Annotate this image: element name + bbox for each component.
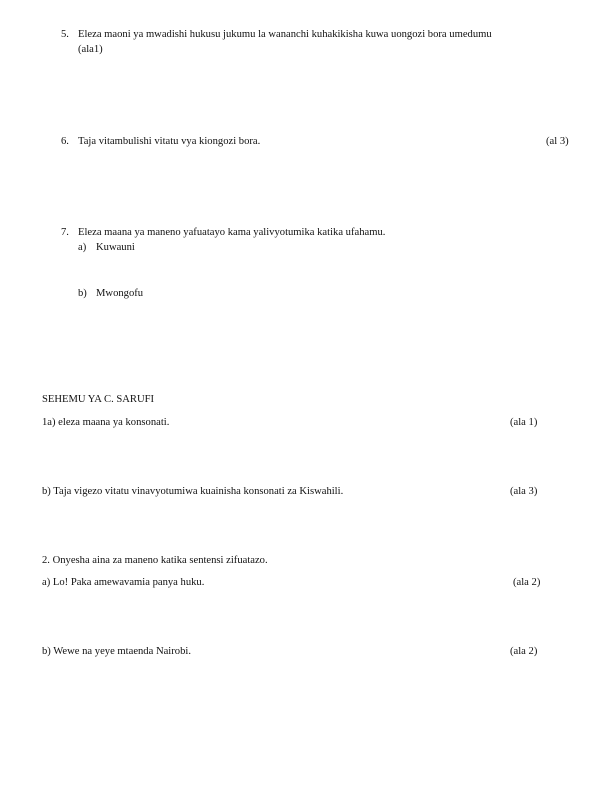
- question-5-marks: (ala1): [78, 44, 103, 55]
- question-7a-label: a): [78, 242, 87, 253]
- sarufi-1b-text: b) Taja vigezo vitatu vinavyotumiwa kuainisha konsonati za Kiswahili.: [42, 486, 344, 497]
- sarufi-2a-text: a) Lo! Paka amewavamia panya huku.: [42, 577, 205, 588]
- question-7-number: 7.: [61, 227, 69, 238]
- question-6-text: Taja vitambulishi vitatu vya kiongozi bora.: [78, 136, 261, 147]
- sarufi-2b-marks: (ala 2): [510, 646, 538, 657]
- sarufi-2b-text: b) Wewe na yeye mtaenda Nairobi.: [42, 646, 191, 657]
- question-6-marks: (al 3): [546, 136, 569, 147]
- question-7b-label: b): [78, 288, 87, 299]
- question-5-number: 5.: [61, 29, 69, 40]
- question-7b-text: Mwongofu: [96, 288, 144, 299]
- sarufi-2-text: 2. Onyesha aina za maneno katika sentensi zifuatazo.: [42, 555, 268, 566]
- question-7-text: Eleza maana ya maneno yafuatayo kama yalivyotumika katika ufahamu.: [78, 227, 386, 238]
- question-7a-text: Kuwauni: [96, 242, 135, 253]
- sarufi-1a-marks: (ala 1): [510, 417, 538, 428]
- sarufi-2a-marks: (ala 2): [513, 577, 541, 588]
- sarufi-1a-text: 1a) eleza maana ya konsonati.: [42, 417, 170, 428]
- question-5-text: Eleza maoni ya mwadishi hukusu jukumu la wananchi kuhakikisha kuwa uongozi bora umedumu: [78, 29, 492, 40]
- section-heading: SEHEMU YA C. SARUFI: [42, 394, 155, 405]
- question-6-number: 6.: [61, 136, 69, 147]
- sarufi-1b-marks: (ala 3): [510, 486, 538, 497]
